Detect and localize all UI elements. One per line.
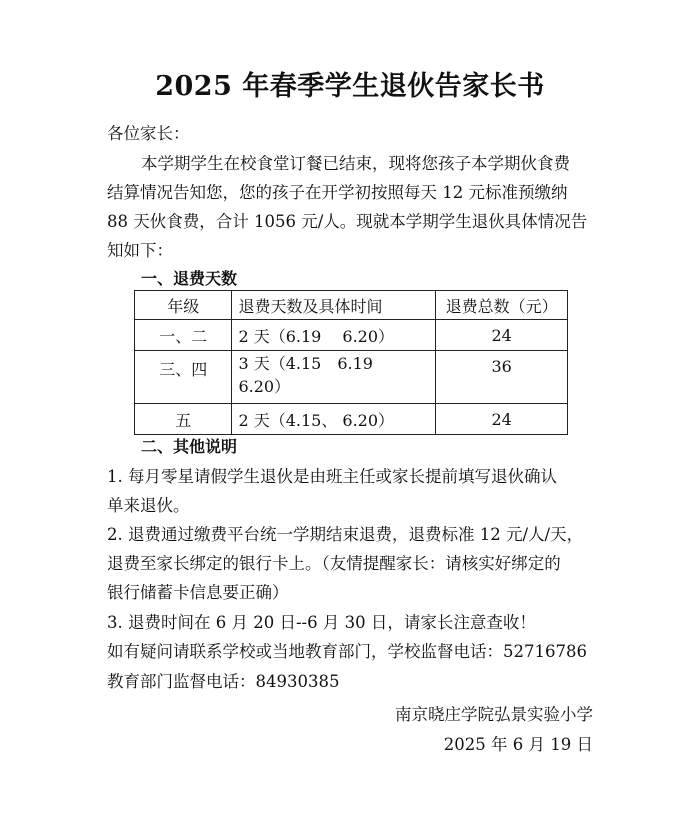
note-line-2: 单来退伙。 — [107, 496, 190, 515]
cell-days: 3 天（4.15 6.19 6.20） — [232, 351, 436, 404]
contact-line-1: 如有疑问请联系学校或当地教育部门，学校监督电话：52716786 — [107, 642, 587, 661]
intro-line-2: 结算情况告知您，您的孩子在开学初按照每天 12 元标准预缴纳 — [107, 183, 568, 202]
table-header-row — [135, 291, 568, 320]
notice-title: 2025 年春季学生退伙告家长书 — [155, 71, 545, 102]
note-line-1: 1. 每月零星请假学生退伙是由班主任或家长提前填写退伙确认 — [107, 467, 557, 486]
header-total: 退费总数（元） — [436, 291, 568, 320]
notice-date: 2025 年 6 月 19 日 — [443, 735, 593, 754]
table-row — [135, 404, 568, 435]
intro-line-1: 本学期学生在校食堂订餐已结束，现将您孩子本学期伙食费 — [141, 154, 570, 173]
section-2-heading: 二、其他说明 — [141, 437, 238, 456]
header-days: 退费天数及具体时间 — [232, 291, 436, 320]
cell-days: 2 天（4.15、 6.20） — [232, 404, 436, 435]
cell-grade: 一、二 — [135, 320, 232, 351]
cell-grade: 三、四 — [135, 351, 232, 404]
school-name: 南京晓庄学院弘景实验小学 — [395, 705, 593, 724]
cell-total: 36 — [436, 351, 568, 404]
header-grade: 年级 — [135, 291, 232, 320]
cell-total: 24 — [436, 404, 568, 435]
cell-grade: 五 — [135, 404, 232, 435]
intro-line-4: 知如下： — [107, 241, 173, 260]
cell-days: 2 天（6.19 6.20） — [232, 320, 436, 351]
table-row — [135, 351, 568, 404]
note-line-4: 退费至家长绑定的银行卡上。（友情提醒家长：请核实好绑定的 — [107, 554, 561, 573]
table-row — [135, 320, 568, 351]
note-line-3: 2. 退费通过缴费平台统一学期结束退费，退费标准 12 元/人/天， — [107, 525, 584, 544]
refund-table — [134, 290, 568, 435]
note-line-5: 银行储蓄卡信息要正确） — [107, 583, 289, 602]
contact-line-2: 教育部门监督电话：84930385 — [107, 672, 340, 691]
section-1-heading: 一、退费天数 — [141, 269, 238, 288]
cell-total: 24 — [436, 320, 568, 351]
greeting: 各位家长： — [107, 124, 190, 143]
note-line-6: 3. 退费时间在 6 月 20 日--6 月 30 日，请家长注意查收！ — [107, 613, 536, 632]
intro-line-3: 88 天伙食费，合计 1056 元/人。现就本学期学生退伙具体情况告 — [107, 212, 588, 231]
